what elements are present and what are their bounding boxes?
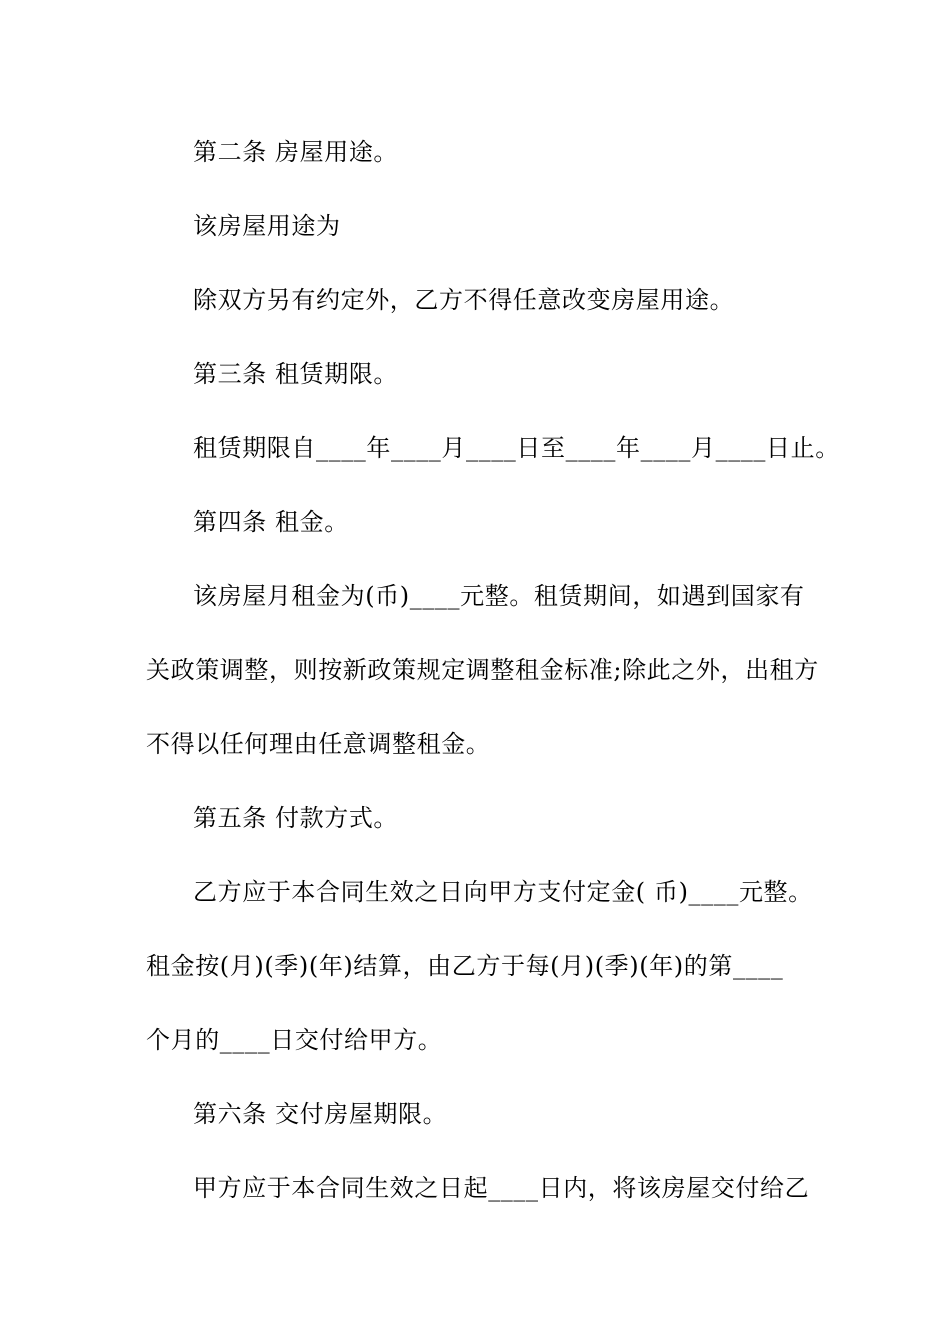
article-6-heading: 第六条 交付房屋期限。 xyxy=(193,1100,448,1128)
paragraph-line: 不得以任何理由任意调整租金。 xyxy=(146,730,491,758)
article-5-heading: 第五条 付款方式。 xyxy=(193,804,399,832)
paragraph-line: 个月的____日交付给甲方。 xyxy=(146,1026,443,1054)
paragraph-line: 该房屋月租金为(币)____元整。租赁期间，如遇到国家有 xyxy=(193,582,805,610)
article-3-heading: 第三条 租赁期限。 xyxy=(193,360,399,388)
paragraph-line: 关政策调整，则按新政策规定调整租金标准;除此之外，出租方 xyxy=(146,656,819,684)
paragraph-line: 租赁期限自____年____月____日至____年____月____日止。 xyxy=(193,434,840,462)
article-2-heading: 第二条 房屋用途。 xyxy=(193,138,399,166)
paragraph-line: 该房屋用途为 xyxy=(193,212,341,240)
paragraph-line: 除双方另有约定外，乙方不得任意改变房屋用途。 xyxy=(193,286,735,314)
paragraph-line: 甲方应于本合同生效之日起____日内，将该房屋交付给乙 xyxy=(193,1174,810,1202)
paragraph-line: 乙方应于本合同生效之日向甲方支付定金( 币)____元整。 xyxy=(193,878,813,906)
paragraph-line: 租金按(月)(季)(年)结算，由乙方于每(月)(季)(年)的第____ xyxy=(146,952,784,980)
article-4-heading: 第四条 租金。 xyxy=(193,508,349,536)
